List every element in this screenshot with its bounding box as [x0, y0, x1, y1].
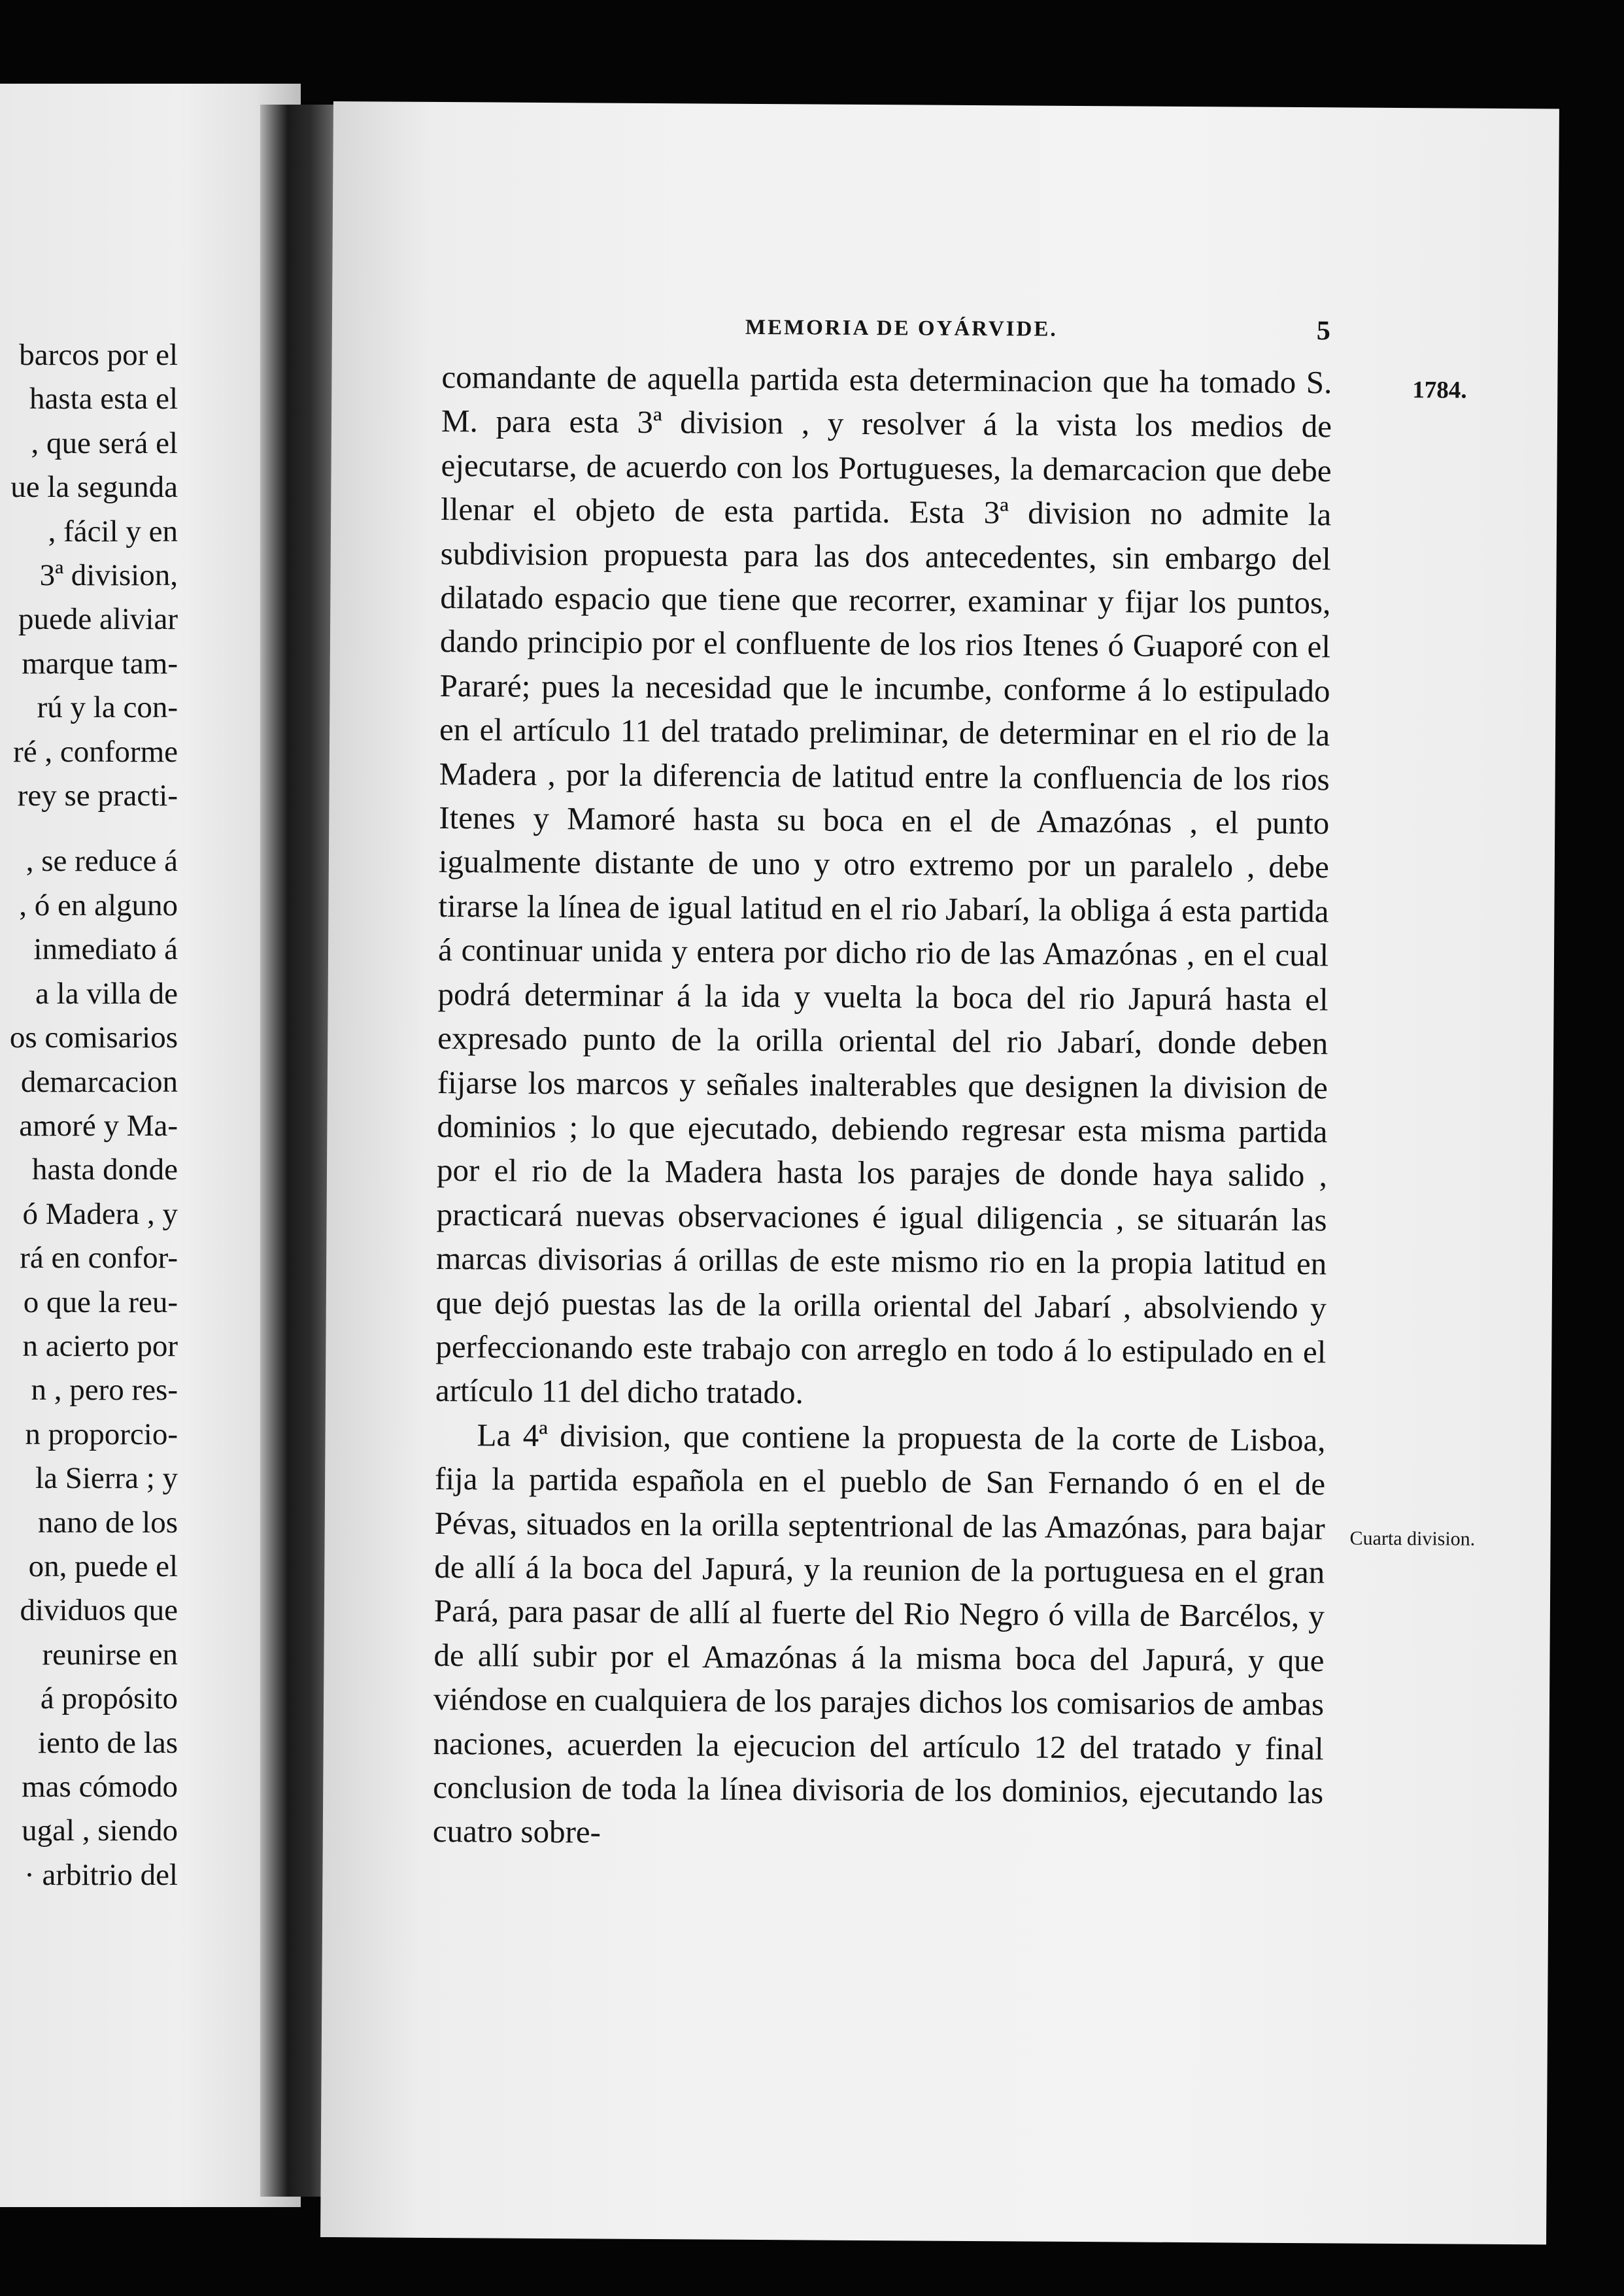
page-number: 5: [1316, 316, 1331, 346]
running-head: MEMORIA DE OYÁRVIDE.: [745, 315, 1058, 341]
left-page-line: hasta donde: [31, 1153, 178, 1187]
left-page-line: n , pero res-: [31, 1373, 178, 1408]
left-page-line: dividuos que: [20, 1593, 178, 1628]
left-page-line: rú y la con-: [37, 690, 178, 725]
left-page-line: amoré y Ma-: [19, 1108, 178, 1143]
left-page-line: 3ª division,: [39, 558, 178, 593]
left-page-line: nano de los: [37, 1505, 178, 1540]
left-page-line: n acierto por: [22, 1328, 178, 1363]
left-page-line: iento de las: [37, 1725, 178, 1760]
left-page: [0, 84, 301, 2207]
left-page-line: os comisarios: [9, 1021, 178, 1055]
left-page-line: n proporcio-: [25, 1417, 178, 1451]
left-page-line: , se reduce á: [25, 844, 178, 879]
left-page-line: on, puede el: [28, 1549, 178, 1583]
left-page-text: [0, 333, 178, 1897]
left-page-line: rá en confor-: [20, 1241, 178, 1275]
left-page-line: mas cómodo: [22, 1770, 178, 1804]
left-page-line: ue la segunda: [10, 470, 178, 505]
paragraph: La 4ª division, que contiene la propuesta de la corte de Lisboa, fija la partida española en el pueblo de San Fernando ó en el de Pévas, situados en la orilla septentrional de las Amazónas, para bajar de allí á la boca del Japurá, y la reunion de la portuguesa en el gran Pará, para pasar de allí al fuerte del Rio Negro ó villa de Barcélos, y de allí subir por el Amazónas á la misma boca del Japurá, y que viéndose en cualquiera de los parajes dichos los comisarios de ambas naciones, acuerden la ejecucion del artículo 12 del tratado y final conclusion de toda la línea divisoria de los dominios, ejecutando las cuatro sobre-: [432, 1417, 1326, 1850]
left-page-line: á propósito: [40, 1681, 178, 1716]
paragraph: comandante de aquella partida esta determinacion que ha tomado S. M. para esta 3ª division , y resolver á la vista los medios de ejecutarse, de acuerdo con los Portugueses, la demarcacion que debe llenar el objeto de esta partida. Esta 3ª division no admite la subdivision propuesta para las dos antecedentes, sin embargo del dilatado espacio que tiene que recorrer, examinar y fijar los puntos, dando principio por el confluente de los rios Itenes ó Guaporé con el Pararé; pues la necesidad que le incumbe, conforme á lo estipulado en el artículo 11 del tratado preliminar, de determinar en el rio de la Madera , por la diferencia de latitud entre la confluencia de los rios Itenes y Mamoré hasta su boca en el de Amazónas , el punto igualmente distante de uno y otro extremo por un paralelo , debe tirarse la línea de igual latitud en el rio Jabarí, la obliga á esta partida á continuar unida y entera por dicho rio de las Amazónas , en el cual podrá determinar á la ida y vuelta la boca del rio Japurá hasta el expresado punto de la orilla oriental del rio Jabarí, donde deben fijarse los marcos y señales inalterables que designen la division de dominios ; lo que ejecutado, debiendo regresar esta misma partida por el rio de la Madera hasta los parajes de donde haya salido , practicará nuevas observaciones é igual diligencia , se situarán las marcas divisorias á orillas de este mismo rio en la propia latitud en que dejó puestas las de la orilla oriental del Jabarí , absolviendo y perfeccionando este trabajo con arreglo en todo á lo estipulado en el artículo 11 del dicho tratado.: [435, 359, 1332, 1411]
right-page: [320, 101, 1559, 2244]
left-page-line: puede aliviar: [18, 602, 178, 637]
left-page-line: , que será el: [31, 426, 178, 460]
left-page-line: · arbitrio del: [24, 1857, 178, 1892]
body-text: [433, 355, 1332, 1859]
left-page-line: [0, 818, 178, 839]
margin-year: 1784.: [1412, 377, 1467, 404]
left-page-line: inmediato á: [33, 932, 178, 967]
left-page-line: ó Madera , y: [22, 1196, 178, 1231]
left-page-line: ré , conforme: [13, 734, 178, 769]
left-page-line: o que la reu-: [23, 1285, 178, 1319]
left-page-line: demarcacion: [20, 1064, 178, 1099]
left-page-line: ugal , siendo: [22, 1814, 178, 1848]
left-page-line: a la villa de: [35, 976, 178, 1011]
left-page-line: rey se practi-: [17, 779, 178, 813]
left-page-line: la Sierra ; y: [35, 1461, 178, 1496]
left-page-line: hasta esta el: [29, 382, 178, 416]
margin-note: Cuarta division.: [1349, 1527, 1476, 1550]
left-page-line: , fácil y en: [48, 514, 178, 549]
left-page-line: , ó en alguno: [19, 888, 178, 922]
left-page-line: reunirse en: [42, 1637, 178, 1672]
left-page-line: marque tam-: [22, 646, 178, 681]
left-page-line: barcos por el: [19, 338, 178, 372]
